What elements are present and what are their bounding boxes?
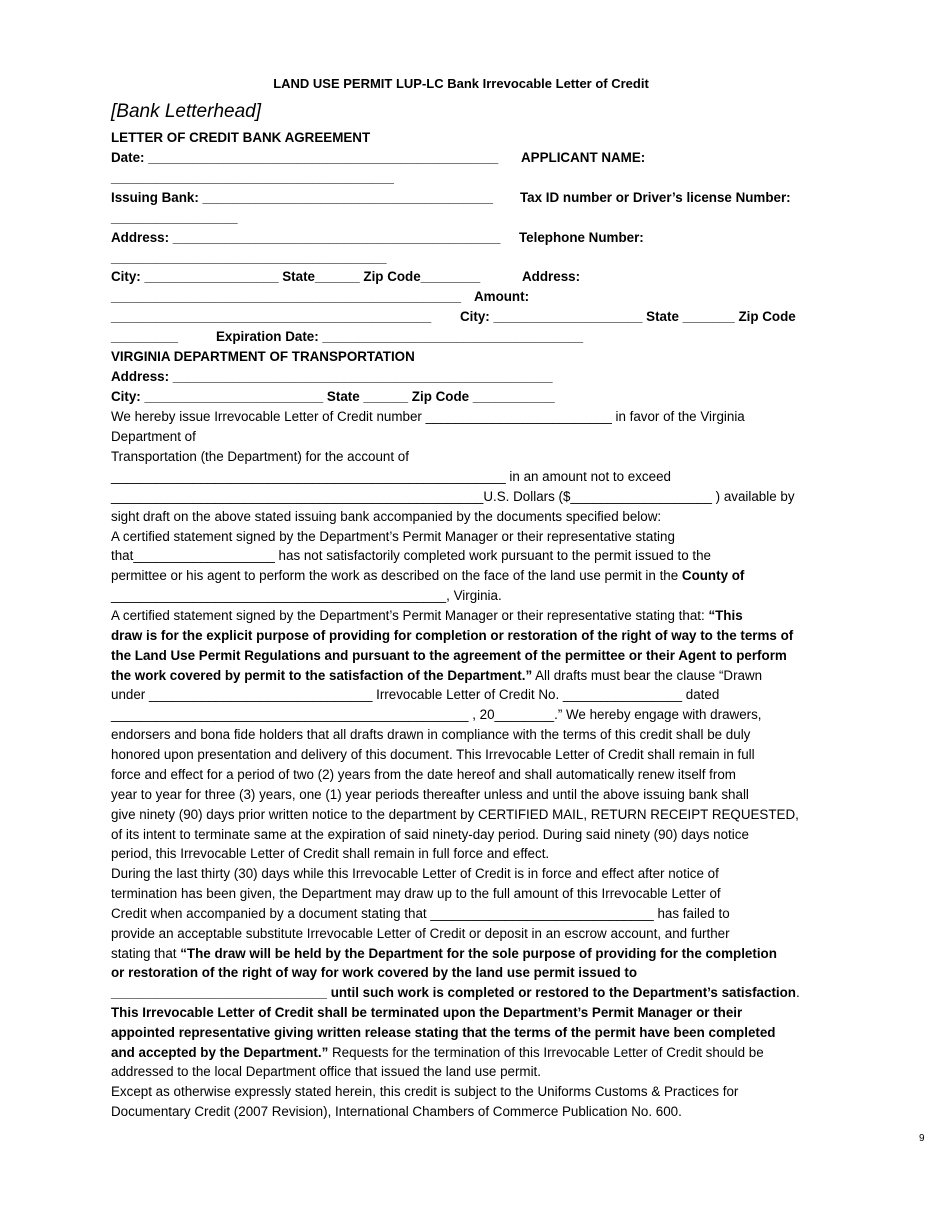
blank-line: _______________________________________________ [111, 289, 462, 304]
bank-address-field-cont: _____________________________________ [111, 250, 387, 265]
body-line: honored upon presentation and delivery of this document. This Irrevocable Letter of Credit shall remain in full [111, 747, 755, 762]
body-bold-text: the work covered by permit to the satisfaction of the Department.” [111, 668, 533, 683]
page-title: LAND USE PERMIT LUP-LC Bank Irrevocable Letter of Credit [273, 76, 649, 91]
body-line: under ______________________________ Irrevocable Letter of Credit No. ________________ dated [111, 687, 720, 702]
amount-label: Amount: [474, 289, 530, 304]
bank-address-field: Address: ____________________________________________ [111, 230, 501, 245]
vdot-heading: VIRGINIA DEPARTMENT OF TRANSPORTATION [111, 349, 415, 364]
blank-line: ___________________________________________ [111, 309, 432, 324]
body-bold-text: “The draw will be held by the Department for the sole purpose of providing for the completion [180, 946, 777, 961]
body-line: give ninety (90) days prior written notice to the department by CERTIFIED MAIL, RETURN RECEIPT REQUESTED, [111, 807, 799, 822]
body-line: termination has been given, the Department may draw up to the full amount of this Irrevocable Letter of [111, 886, 721, 901]
body-line: sight draft on the above stated issuing bank accompanied by the documents specified below: [111, 509, 662, 524]
date-field: Date: _______________________________________________ [111, 150, 499, 165]
issuing-bank-field: Issuing Bank: _______________________________________ [111, 190, 493, 205]
bank-letterhead: [Bank Letterhead] [111, 101, 261, 122]
body-line: of its intent to terminate same at the expiration of said ninety-day period. During said ninety (90) days notice [111, 827, 749, 842]
body-line: _____________________________________________________ in an amount not to exceed [111, 469, 671, 484]
body-bold-text: County of [681, 568, 745, 583]
body-line: A certified statement signed by the Department’s Permit Manager or their representative stating [111, 529, 675, 544]
body-line [111, 666, 762, 686]
body-line: _____________________________________________, Virginia. [111, 588, 502, 603]
body-line: We hereby issue Irrevocable Letter of Credit number _________________________ in favor of the Virginia [111, 409, 745, 424]
body-line: endorsers and bona fide holders that all drafts drawn in compliance with the terms of this credit shall be duly [111, 727, 751, 742]
expiration-date-field: Expiration Date: ___________________________________ [216, 329, 584, 344]
body-line: draw is for the explicit purpose of providing for completion or restoration of the right of way to the terms of [111, 628, 794, 643]
body-line: period, this Irrevocable Letter of Credit shall remain in full force and effect. [111, 846, 550, 861]
body-line [111, 566, 744, 586]
body-text: All drafts must bear the clause “Drawn [532, 668, 763, 683]
bank-city-line: City: __________________ State______ Zip Code________ [111, 269, 481, 284]
body-text: A certified statement signed by the Department’s Permit Manager or their representative stating that: [111, 608, 709, 623]
vdot-city-line: City: ________________________ State ______ Zip Code ___________ [111, 389, 555, 404]
body-line: During the last thirty (30) days while this Irrevocable Letter of Credit is in force and effect after notice of [111, 866, 719, 881]
body-line: Transportation (the Department) for the account of [111, 449, 409, 464]
body-line [111, 944, 777, 964]
body-line: This Irrevocable Letter of Credit shall be terminated upon the Department’s Permit Manager or their [111, 1005, 743, 1020]
body-bold-text: “This [708, 608, 743, 623]
body-bold-text: and accepted by the Department.” [111, 1045, 329, 1060]
body-line: __________________________________________________U.S. Dollars ($___________________ ) available by [111, 489, 795, 504]
body-text: permittee or his agent to perform the work as described on the face of the land use permit in the [111, 568, 682, 583]
body-line: ________________________________________________ , 20________.” We hereby engage with drawers, [111, 707, 762, 722]
body-bold-text: _____________________________ until such work is completed or restored to the Department’s satisfaction [111, 985, 796, 1000]
tax-id-label: Tax ID number or Driver’s license Number: [520, 190, 791, 205]
telephone-label: Telephone Number: [519, 230, 644, 245]
body-line: Credit when accompanied by a document stating that ______________________________ has failed to [111, 906, 730, 921]
body-line: that___________________ has not satisfactorily completed work pursuant to the permit issued to the [111, 548, 711, 563]
body-line: Documentary Credit (2007 Revision), International Chambers of Commerce Publication No. 600. [111, 1104, 682, 1119]
body-line [111, 983, 800, 1003]
body-line: or restoration of the right of way for work covered by the land use permit issued to [111, 965, 638, 980]
applicant-address-label: Address: [522, 269, 581, 284]
body-line: provide an acceptable substitute Irrevocable Letter of Credit or deposit in an escrow account, and further [111, 926, 730, 941]
body-text: . [795, 985, 800, 1000]
body-line: Except as otherwise expressly stated herein, this credit is subject to the Uniforms Customs & Practices for [111, 1084, 739, 1099]
body-line: year to year for three (3) years, one (1) year periods thereafter unless and until the above issuing bank shall [111, 787, 749, 802]
issuing-bank-field-cont: _________________ [111, 210, 238, 225]
applicant-name-label: APPLICANT NAME: [521, 150, 646, 165]
body-text: Requests for the termination of this Irrevocable Letter of Credit should be [328, 1045, 764, 1060]
body-line: force and effect for a period of two (2) years from the date hereof and shall automatically renew itself from [111, 767, 736, 782]
body-line: Department of [111, 429, 196, 444]
body-line: addressed to the local Department office that issued the land use permit. [111, 1064, 541, 1079]
page-number: 9 [919, 1133, 925, 1144]
body-line [111, 606, 743, 626]
blank-line: _________ [111, 329, 179, 344]
applicant-city-line: City: ____________________ State _______ Zip Code [460, 309, 796, 324]
vdot-address-field: Address: ___________________________________________________ [111, 369, 553, 384]
body-line: appointed representative giving written release stating that the terms of the permit have been completed [111, 1025, 776, 1040]
agreement-heading: LETTER OF CREDIT BANK AGREEMENT [111, 130, 371, 145]
body-line: the Land Use Permit Regulations and pursuant to the agreement of the permittee or their Agent to perform [111, 648, 787, 663]
date-field-cont: ______________________________________ [111, 170, 394, 185]
body-line [111, 1043, 764, 1063]
body-text: stating that [111, 946, 181, 961]
